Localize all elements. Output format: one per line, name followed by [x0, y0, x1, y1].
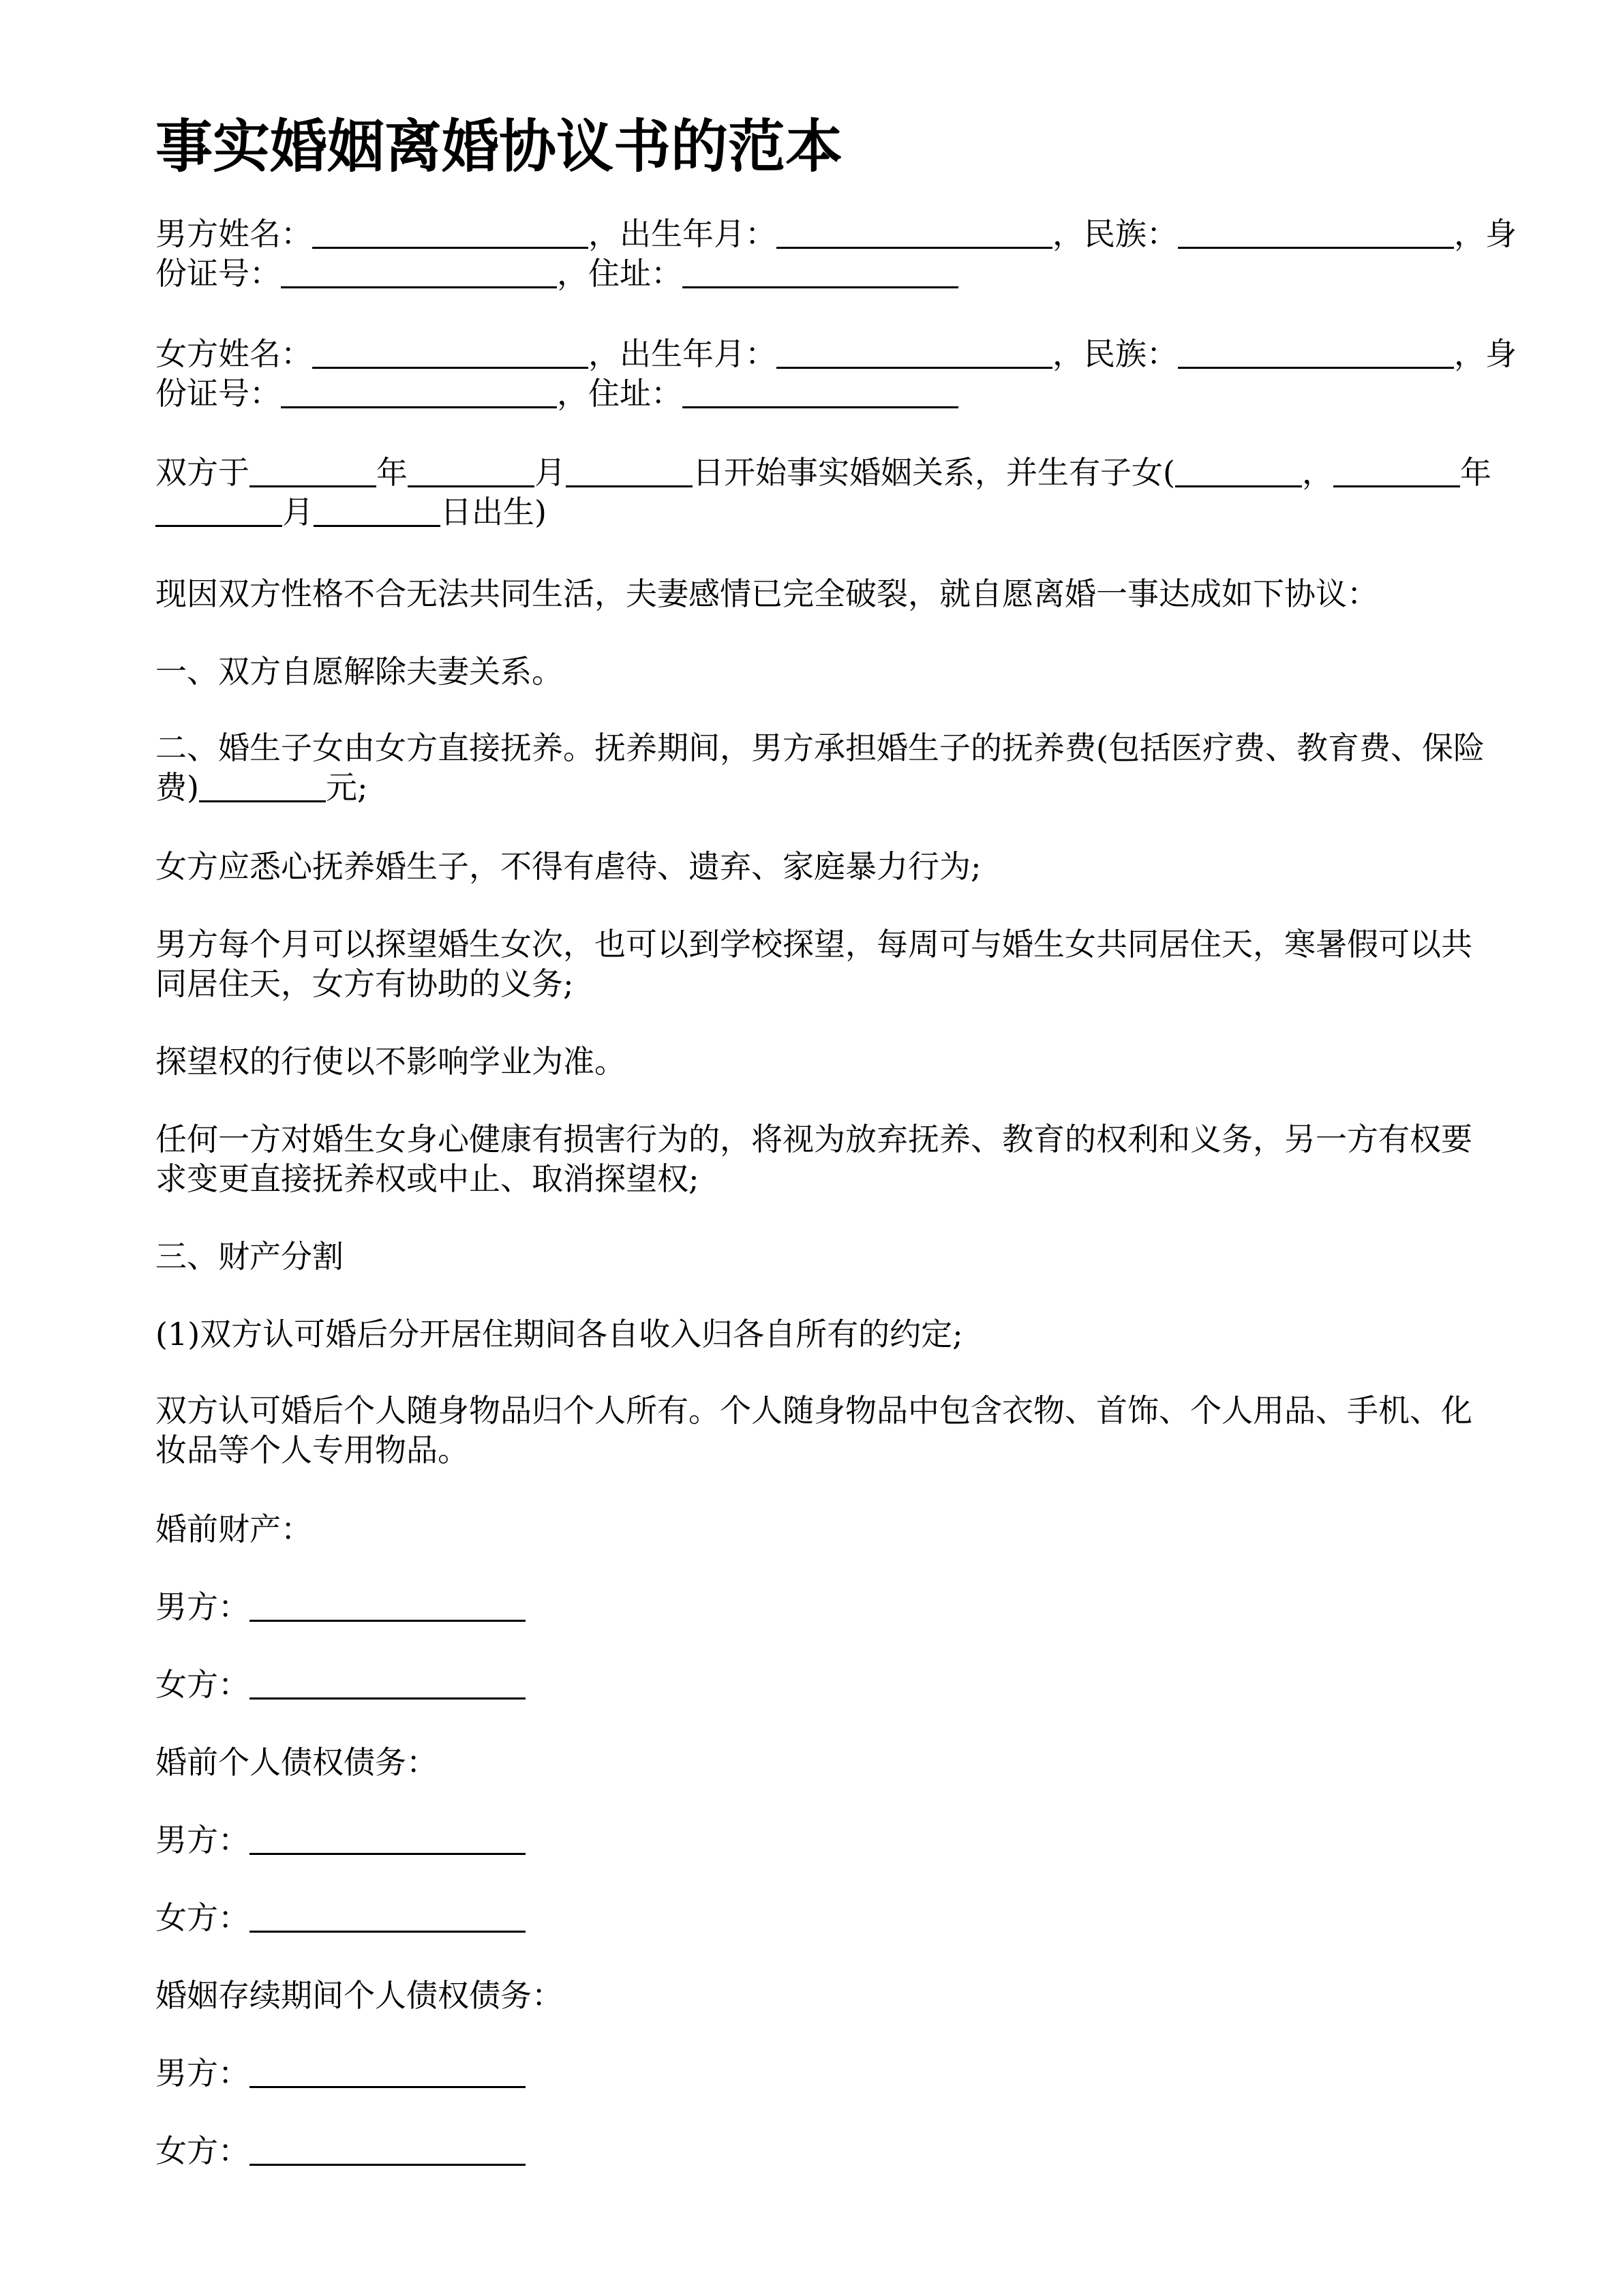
- female-id-field[interactable]: [281, 375, 557, 408]
- relationship-paragraph: [155, 453, 1546, 532]
- support-fee-field[interactable]: [199, 769, 326, 802]
- clause-1: 一、双方自愿解除夫妻关系。: [155, 653, 563, 690]
- personal-items-line-2: 妆品等个人专用物品。: [155, 1432, 469, 1468]
- harm-line-1: 任何一方对婚生女身心健康有损害行为的，将视为放弃抚养、教育的权利和义务，另一方有权要: [155, 1121, 1472, 1158]
- relationship-text-3: 月: [534, 454, 566, 491]
- intro-paragraph: 现因双方性格不合无法共同生活，夫妻感情已完全破裂，就自愿离婚一事达成如下协议：: [155, 575, 1378, 612]
- premarital-property-female-label: 女方：: [155, 1666, 249, 1703]
- personal-items-paragraph: [155, 1391, 1546, 1470]
- care-paragraph: 女方应悉心抚养婚生子，不得有虐待、遗弃、家庭暴力行为;: [155, 848, 982, 885]
- premarital-property-male: [155, 1587, 1546, 1627]
- marital-debt-female-field[interactable]: [249, 2132, 526, 2166]
- relationship-text-4: 日开始事实婚姻关系，并生有子女(: [693, 454, 1175, 491]
- marital-debt-male-field[interactable]: [249, 2055, 526, 2088]
- female-address-label: ，住址：: [557, 375, 682, 412]
- male-id-label-part2: 份证号：: [155, 255, 281, 292]
- male-address-field[interactable]: [682, 255, 958, 288]
- child-birth-day-field[interactable]: [314, 494, 440, 527]
- male-id-field[interactable]: [281, 255, 557, 288]
- clause-2-line-1: 二、婚生子女由女方直接抚养。抚养期间，男方承担婚生子的抚养费(包括医疗费、教育费、保险: [155, 729, 1485, 766]
- male-ethnic-field[interactable]: [1178, 215, 1454, 249]
- premarital-debt-female-field[interactable]: [249, 1899, 526, 1933]
- child-birth-month-field[interactable]: [155, 494, 282, 527]
- female-info-paragraph: [155, 334, 1546, 413]
- relationship-text-7: 月: [282, 494, 314, 530]
- visit-line-1: 男方每个月可以探望婚生女次，也可以到学校探望，每周可与婚生女共同居住天，寒暑假可以共: [155, 926, 1472, 963]
- child-birth-year-field[interactable]: [1333, 454, 1460, 487]
- personal-items-line-1: 双方认可婚后个人随身物品归个人所有。个人随身物品中包含衣物、首饰、个人用品、手机、化: [155, 1392, 1472, 1429]
- marital-debt-female: [155, 2131, 1546, 2171]
- premarital-debt-male: [155, 1820, 1546, 1860]
- female-name-field[interactable]: [312, 335, 588, 369]
- relationship-text-6: 年: [1459, 454, 1491, 491]
- harm-paragraph: [155, 1119, 1546, 1198]
- female-address-field[interactable]: [682, 375, 958, 408]
- start-year-field[interactable]: [249, 454, 376, 487]
- premarital-property-female: [155, 1665, 1546, 1704]
- clause-2-prefix: 费): [155, 769, 199, 806]
- start-day-field[interactable]: [566, 454, 693, 487]
- female-birth-field[interactable]: [776, 335, 1052, 369]
- premarital-debt-heading: 婚前个人债权债务：: [155, 1744, 438, 1781]
- visit-paragraph: [155, 924, 1546, 1003]
- premarital-debt-male-field[interactable]: [249, 1822, 526, 1855]
- male-info-paragraph: [155, 214, 1546, 293]
- female-ethnic-field[interactable]: [1178, 335, 1454, 369]
- male-id-label-part1: ，身: [1454, 215, 1517, 252]
- male-name-field[interactable]: [312, 215, 588, 249]
- female-id-label-part1: ，身: [1454, 335, 1517, 372]
- premarital-debt-female: [155, 1898, 1546, 1937]
- start-month-field[interactable]: [408, 454, 534, 487]
- premarital-property-male-label: 男方：: [155, 1588, 249, 1625]
- child-name-field[interactable]: [1175, 454, 1302, 487]
- female-id-label-part2: 份证号：: [155, 375, 281, 412]
- relationship-text-1: 双方于: [155, 454, 249, 491]
- female-birth-label: ，出生年月：: [588, 335, 776, 372]
- clause-2-suffix: 元;: [325, 769, 368, 806]
- document-title: 事实婚姻离婚协议书的范本: [155, 113, 843, 180]
- relationship-text-8: 日出生): [440, 494, 547, 530]
- male-birth-label: ，出生年月：: [588, 215, 776, 252]
- male-birth-field[interactable]: [776, 215, 1052, 249]
- male-name-label: 男方姓名：: [155, 215, 312, 252]
- marital-debt-heading: 婚姻存续期间个人债权债务：: [155, 1977, 563, 2014]
- visit-line-2: 同居住天，女方有协助的义务;: [155, 965, 574, 1002]
- relationship-text-2: 年: [376, 454, 408, 491]
- visit-rule-paragraph: 探望权的行使以不影响学业为准。: [155, 1043, 626, 1080]
- premarital-debt-female-label: 女方：: [155, 1899, 249, 1936]
- female-name-label: 女方姓名：: [155, 335, 312, 372]
- relationship-text-5: ，: [1301, 454, 1333, 491]
- premarital-debt-male-label: 男方：: [155, 1822, 249, 1858]
- item-1: (1)双方认可婚后分开居住期间各自收入归各自所有的约定;: [155, 1316, 963, 1353]
- clause-2-paragraph: [155, 728, 1546, 807]
- marital-debt-male-label: 男方：: [155, 2055, 249, 2091]
- premarital-property-heading: 婚前财产：: [155, 1511, 312, 1547]
- premarital-property-female-field[interactable]: [249, 1666, 526, 1700]
- clause-3: 三、财产分割: [155, 1238, 344, 1275]
- male-ethnic-label: ，民族：: [1052, 215, 1178, 252]
- marital-debt-female-label: 女方：: [155, 2132, 249, 2169]
- male-address-label: ，住址：: [557, 255, 682, 292]
- female-ethnic-label: ，民族：: [1052, 335, 1178, 372]
- marital-debt-male: [155, 2053, 1546, 2093]
- premarital-property-male-field[interactable]: [249, 1588, 526, 1622]
- harm-line-2: 求变更直接抚养权或中止、取消探望权;: [155, 1160, 699, 1197]
